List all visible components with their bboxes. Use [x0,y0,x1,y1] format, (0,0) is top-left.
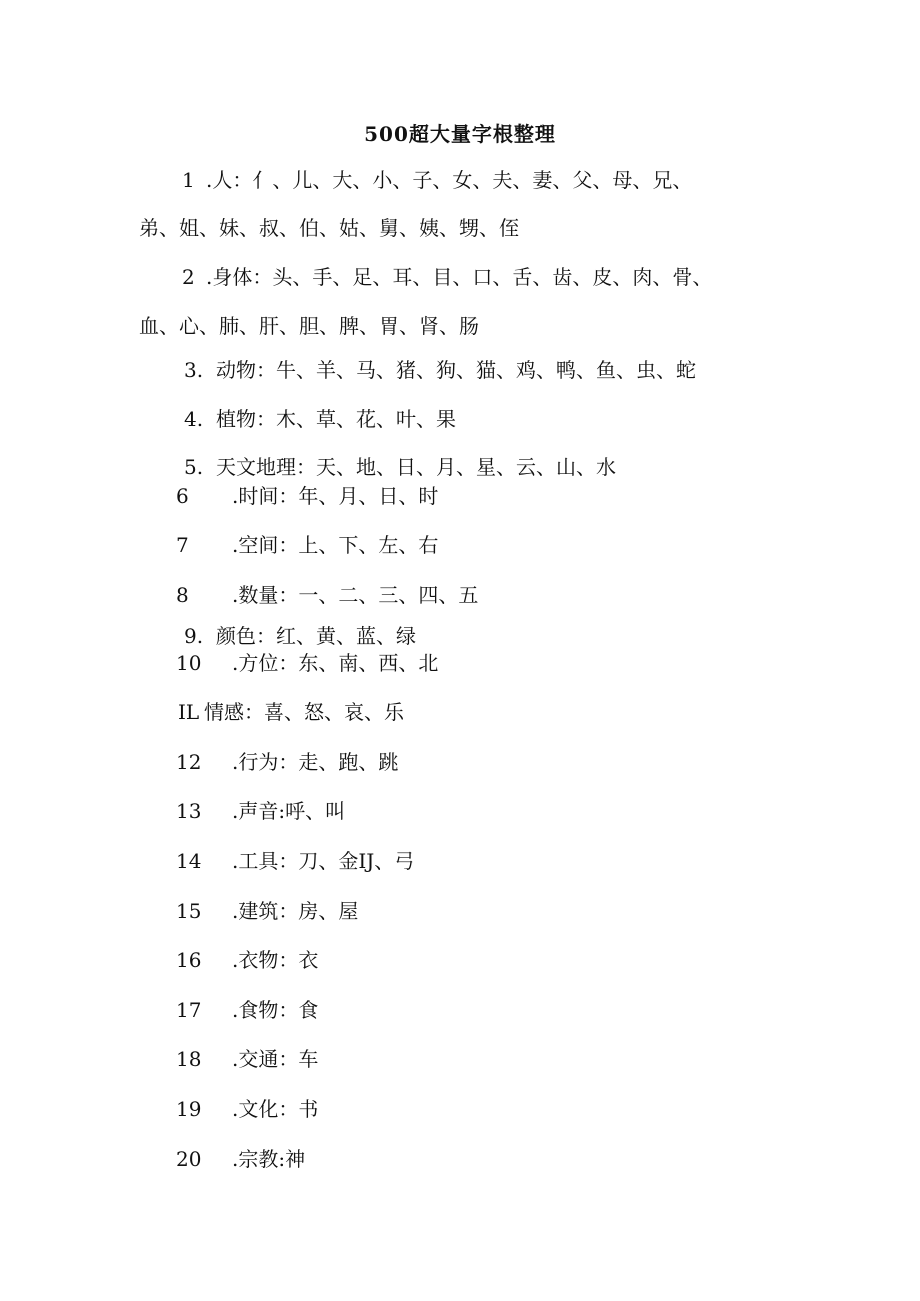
list-item-4 [184,405,456,433]
list-item-10 [176,649,438,677]
item-number: 8 [176,583,189,607]
document-title: 500超大量字根整理 [364,122,556,146]
list-item-8 [176,581,478,609]
item-number: 5. [184,455,204,479]
item-text: 动物：牛、羊、马、猪、狗、猫、鸡、鸭、鱼、虫、蛇 [216,358,696,382]
item-number: 20 [176,1147,202,1171]
item-text: .衣物：衣 [232,948,319,972]
list-item-1 [182,166,692,194]
item-number: 2 [182,265,195,289]
list-item-6 [176,482,438,510]
item-text: 情感：喜、怒、哀、乐 [204,700,404,724]
item-text: 植物：木、草、花、叶、果 [216,407,456,431]
item-text: .交通：车 [232,1047,319,1071]
list-item-16 [176,946,318,974]
item-number: 18 [176,1047,202,1071]
list-item-11 [178,698,404,726]
item-text: .工具：刀、金IJ、弓 [232,849,415,873]
list-item-3 [184,356,696,384]
item-text: .食物：食 [232,998,319,1022]
item-text: 弟、姐、妹、叔、伯、姑、舅、姨、甥、侄 [139,216,519,240]
item-number: IL [178,700,200,724]
list-item-15 [176,897,358,925]
item-number: 16 [176,948,202,972]
item-text: 颜色：红、黄、蓝、绿 [216,624,416,648]
list-item-5 [184,453,616,481]
item-text: .数量：一、二、三、四、五 [232,583,479,607]
list-item-20 [176,1145,305,1173]
item-number: 9. [184,624,204,648]
item-number: 15 [176,899,202,923]
item-text: .人：亻、儿、大、小、子、女、夫、妻、父、母、兄、 [206,168,693,192]
item-text: .宗教:神 [232,1147,306,1171]
item-number: 12 [176,750,202,774]
list-item-1-continued [139,214,519,242]
item-text: .建筑：房、屋 [232,899,359,923]
item-number: 6 [176,484,189,508]
list-item-19 [176,1095,318,1123]
list-item-14 [176,847,414,875]
item-text: .空间：上、下、左、右 [232,533,439,557]
list-item-9 [184,622,416,650]
list-item-18 [176,1045,318,1073]
item-number: 19 [176,1097,202,1121]
list-item-13 [176,797,345,825]
item-text: .身体：头、手、足、耳、目、口、舌、齿、皮、肉、骨、 [206,265,713,289]
list-item-2-continued [139,312,479,340]
list-item-7 [176,531,438,559]
item-number: 17 [176,998,202,1022]
item-text: .行为：走、跑、跳 [232,750,399,774]
item-number: 3. [184,358,204,382]
list-item-2 [182,263,712,291]
item-number: 4. [184,407,204,431]
item-number: 10 [176,651,202,675]
item-text: .文化：书 [232,1097,319,1121]
item-number: 13 [176,799,202,823]
item-text: .声音:呼、叫 [232,799,346,823]
item-number: 1 [182,168,195,192]
item-text: 天文地理：天、地、日、月、星、云、山、水 [216,455,616,479]
item-number: 7 [176,533,189,557]
item-text: 血、心、肺、肝、胆、脾、胃、肾、肠 [139,314,479,338]
item-text: .时间：年、月、日、时 [232,484,439,508]
list-item-12 [176,748,398,776]
list-item-17 [176,996,318,1024]
item-text: .方位：东、南、西、北 [232,651,439,675]
item-number: 14 [176,849,202,873]
